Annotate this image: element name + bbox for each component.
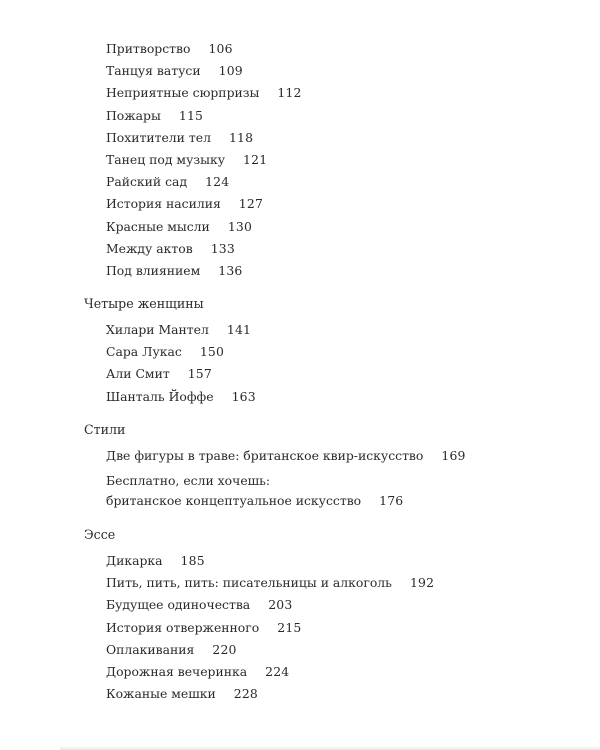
toc-entry-title: Будущее одиночества [106, 597, 251, 613]
toc-entry-title: Сара Лукас [106, 344, 182, 360]
toc-entry-page: 220 [212, 641, 237, 657]
toc-entry [0, 661, 600, 683]
toc-entry [0, 550, 600, 572]
toc-entry-title: Оплакивания [106, 641, 195, 657]
toc-entry [0, 683, 600, 705]
toc-entry-title-continued: британское концептуальное искусство [106, 493, 362, 508]
toc-entry-title: Пожары [106, 107, 161, 123]
toc-entry-page: 127 [238, 196, 264, 212]
toc-entry-page: 141 [226, 322, 252, 338]
toc-entry [0, 319, 600, 341]
toc-entry [0, 238, 600, 260]
toc-group [0, 419, 600, 511]
toc-entry-title: Красные мысли [106, 218, 210, 234]
toc-entry-title: Бесплатно, если хочешь: [106, 473, 271, 488]
toc-entry [0, 260, 600, 282]
toc-entry-page: 203 [268, 597, 293, 613]
toc-entry-title: Две фигуры в траве: британское квир-искусство [106, 447, 424, 463]
toc-entry-page: 118 [228, 129, 254, 145]
toc-entry-page: 163 [231, 388, 256, 404]
toc-entry-page: 176 [379, 493, 404, 508]
toc-entry [0, 149, 600, 171]
toc-entry [0, 639, 600, 661]
toc-entry [0, 572, 600, 594]
toc-entry [0, 127, 600, 149]
toc-entry-page: 228 [233, 686, 258, 702]
toc-entry-title: Пить, пить, пить: писательницы и алкоголь [106, 575, 392, 591]
toc-entry [0, 617, 600, 639]
toc-entry-page: 130 [227, 218, 253, 234]
toc-entry-page: 124 [205, 174, 230, 190]
toc-entry-title: Танцуя ватуси [106, 63, 201, 79]
toc-entry [0, 60, 600, 82]
toc-entry [0, 216, 600, 238]
toc-section-heading: Стили [84, 421, 126, 437]
toc-group [0, 293, 600, 408]
toc-entry-title: Под влиянием [106, 262, 201, 278]
toc-entry-title: Дорожная вечеринка [106, 663, 248, 679]
toc-entry-title: Притворство [106, 41, 191, 56]
toc-group [0, 524, 600, 705]
toc-entry-title: Похитители тел [106, 129, 211, 145]
toc-entry [0, 171, 600, 193]
toc-entry-title: Али Смит [106, 366, 170, 382]
toc-entry [0, 594, 600, 616]
page-bottom-edge [60, 746, 600, 750]
toc-entry [0, 341, 600, 363]
toc-section-heading: Эссе [84, 527, 116, 542]
toc-entry-page: 185 [180, 553, 205, 568]
toc-entry-page: 106 [208, 41, 233, 56]
toc-entry-page: 192 [409, 575, 435, 591]
toc-entry [0, 82, 600, 104]
toc-entry [0, 386, 600, 408]
toc-section-heading: Четыре женщины [84, 296, 204, 312]
toc-entry-title: Кожаные мешки [106, 686, 216, 702]
toc-entry-page: 121 [243, 151, 268, 167]
toc-entry-title: История отверженного [106, 619, 260, 635]
toc-entry [0, 105, 600, 127]
toc-group [0, 38, 600, 282]
toc-entry-page: 133 [210, 240, 235, 256]
toc-entry [0, 193, 600, 215]
toc-entry [0, 38, 600, 60]
toc-entry-title: Неприятные сюрпризы [106, 85, 260, 101]
toc-entry-page: 215 [277, 619, 302, 635]
toc-entry-title: История насилия [106, 196, 221, 212]
toc-entry-page: 169 [441, 447, 466, 463]
toc-entry-title: Между актов [106, 240, 193, 256]
toc-entry-title: Хилари Мантел [106, 322, 209, 338]
toc-entry-title: Танец под музыку [106, 151, 226, 167]
toc-entry-page: 150 [199, 344, 225, 360]
toc-entry-page: 109 [218, 63, 243, 79]
toc-entry [0, 471, 600, 511]
toc-entry-title: Дикарка [106, 553, 163, 568]
toc-entry-page: 157 [187, 366, 212, 382]
toc-entry [0, 363, 600, 385]
toc-entry-page: 136 [218, 262, 243, 278]
toc-entry [0, 445, 600, 467]
toc-entry-title: Райский сад [106, 174, 188, 190]
toc-entry-page: 115 [178, 107, 204, 123]
toc-entry-page: 224 [265, 663, 290, 679]
table-of-contents [0, 38, 600, 705]
toc-entry-title-line2 [106, 491, 600, 511]
toc-entry-title: Шанталь Йоффе [106, 388, 214, 404]
toc-entry-page: 112 [277, 85, 302, 101]
